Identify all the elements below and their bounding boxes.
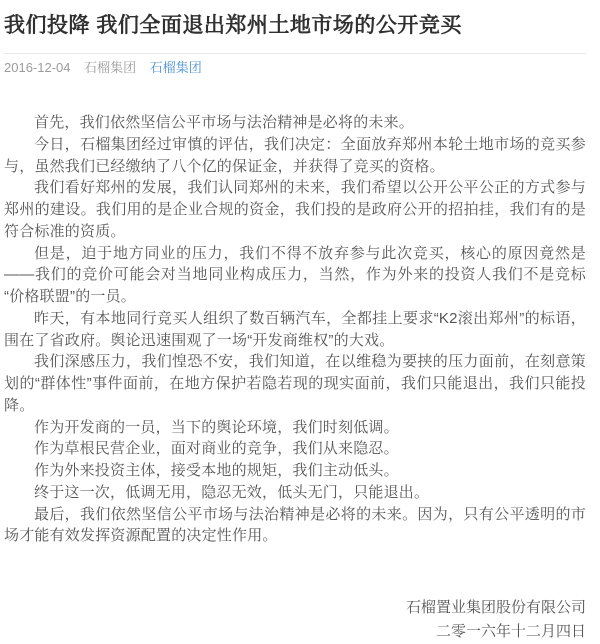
paragraph: 我们深感压力，我们惶恐不安，我们知道，在以维稳为要挟的压力面前，在刻意策划的“群体性”事件面前，在地方保护若隐若现的现实面前，我们只能退出，我们只能投降。 [4, 353, 586, 414]
source-tag-link[interactable]: 石榴集团 [149, 60, 202, 75]
article-page [0, 12, 600, 640]
paragraph: 但是，迫于地方同业的压力，我们不得不放弃参与此次竞买，核心的原因竟然是——我们的竞价可能会对当地同业构成压力，当然，作为外来的投资人我们不是竞标“价格联盟”的一员。 [4, 244, 586, 305]
article-date: 2016-12-04 [4, 60, 71, 75]
article-meta [4, 58, 586, 78]
article-source: 石榴集团 [84, 60, 137, 75]
signature-company: 石榴置业集团股份有限公司 [405, 599, 586, 616]
paragraph: 最后，我们依然坚信公平市场与法治精神是必将的未来。因为，只有公平透明的市场才能有效发挥资源配置的决定性作用。 [4, 505, 586, 545]
article-body [4, 112, 586, 547]
paragraph: 作为草根民营企业，面对商业的竞争，我们从来隐忍。 [34, 440, 399, 458]
article-title: 我们投降 我们全面退出郑州土地市场的公开竞买 [4, 14, 462, 37]
paragraph: 今日，石榴集团经过审慎的评估，我们决定：全面放弃郑州本轮土地市场的竞买参与，虽然我们已经缴纳了八个亿的保证金，并获得了竞买的资格。 [4, 135, 586, 175]
signature-date: 二零一六年十二月四日 [435, 623, 586, 640]
signature-block [4, 596, 586, 644]
paragraph: 终于这一次，低调无用，隐忍无效，低头无门，只能退出。 [34, 483, 430, 501]
paragraph: 我们看好郑州的发展，我们认同郑州的未来，我们希望以公开公平公正的方式参与郑州的建设。我们用的是企业合规的资金，我们投的是政府公开的招拍挂，我们有的是符合标准的资质。 [4, 179, 586, 240]
paragraph: 首先，我们依然坚信公平市场与法治精神是必将的未来。 [34, 114, 415, 131]
paragraph: 作为开发商的一员，当下的舆论环境，我们时刻低调。 [34, 418, 399, 436]
header-divider [4, 53, 586, 54]
paragraph: 作为外来投资主体，接受本地的规矩，我们主动低头。 [34, 462, 399, 479]
paragraph: 昨天，有本地同行竞买人组织了数百辆汽车，全都挂上要求“K2滚出郑州”的标语，围在了省政府。舆论迅速围观了一场“开发商维权”的大戏。 [4, 309, 586, 349]
